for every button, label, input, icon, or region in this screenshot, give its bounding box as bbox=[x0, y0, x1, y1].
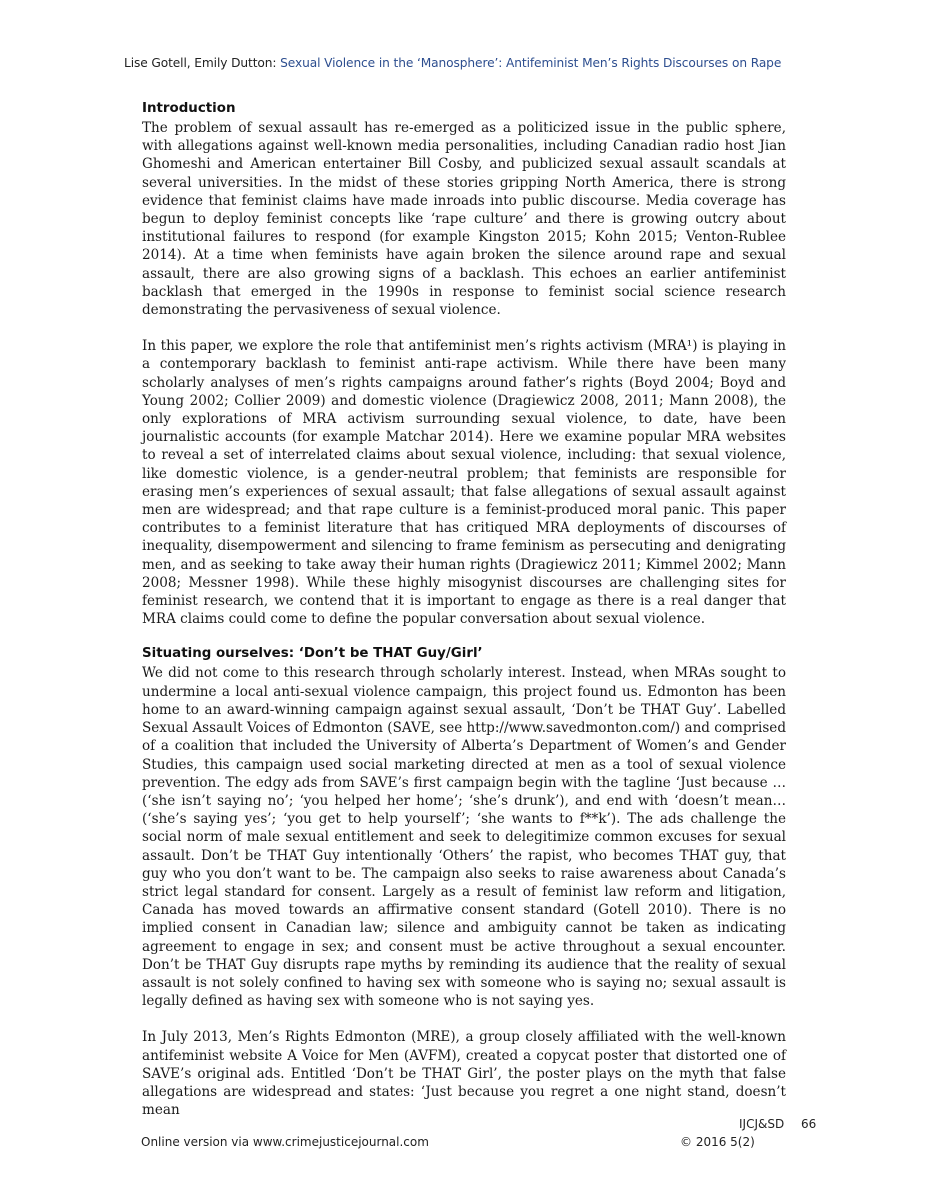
running-head-title: Sexual Violence in the ‘Manosphere’: Antifeminist Men’s Rights Discourses on Rape bbox=[280, 56, 782, 70]
section-heading-introduction: Introduction bbox=[142, 101, 236, 116]
section-heading-situating-ourselves: Situating ourselves: ‘Don’t be THAT Guy/Girl’ bbox=[142, 646, 483, 662]
footer-journal-name: IJCJ&SD bbox=[739, 1117, 785, 1131]
footer-online-link[interactable]: Online version via www.crimejusticejournal.com bbox=[141, 1135, 429, 1149]
running-head bbox=[124, 56, 786, 70]
paragraph: In this paper, we explore the role that antifeminist men’s rights activism (MRA¹) is playing in a contemporary backlash to feminist anti-rape activism. While there have been many scholarly analyses of men’s rights campaigns around father’s rights (Boyd 2004; Boyd and Young 2002; Collier 2009) and domestic violence (Dragiewicz 2008, 2011; Mann 2008), the only explorations of MRA activism surrounding sexual violence, to date, have been journalistic accounts (for example Matchar 2014). Here we examine popular MRA websites to reveal a set of interrelated claims about sexual violence, including: that sexual violence, like domestic violence, is a gender-neutral problem; that feminists are responsible for erasing men’s experiences of sexual assault; that false allegations of sexual assault against men are widespread; and that rape culture is a feminist-produced moral panic. This paper contributes to a feminist literature that has critiqued MRA deployments of discourses of inequality, disempowerment and silencing to frame feminism as persecuting and denigrating men, and as seeking to take away their human rights (Dragiewicz 2011; Kimmel 2002; Mann 2008; Messner 1998). While these highly misogynist discourses are challenging sites for feminist research, we contend that it is important to engage as there is a real danger that MRA claims could come to define the popular conversation about sexual violence. bbox=[142, 338, 786, 628]
paragraph: The problem of sexual assault has re-emerged as a politicized issue in the public sphere, with allegations against well-known media personalities, including Canadian radio host Jian Ghomeshi and American entertainer Bill Cosby, and publicized sexual assault scandals at several universities. In the midst of these stories gripping North America, there is strong evidence that feminist claims have made inroads into public discourse. Media coverage has begun to deploy feminist concepts like ‘rape culture’ and there is growing outcry about institutional failures to respond (for example Kingston 2015; Kohn 2015; Venton-Rublee 2014). At a time when feminists have again broken the silence around rape and sexual assault, there are also growing signs of a backlash. This echoes an earlier antifeminist backlash that emerged in the 1990s in response to feminist social science research demonstrating the pervasiveness of sexual violence. bbox=[142, 120, 786, 319]
running-head-authors: Lise Gotell, Emily Dutton: bbox=[124, 56, 281, 70]
paragraph: We did not come to this research through scholarly interest. Instead, when MRAs sought to undermine a local anti-sexual violence campaign, this project found us. Edmonton has been home to an award-winning campaign against sexual assault, ‘Don’t be THAT Guy’. Labelled Sexual Assault Voices of Edmonton (SAVE, see http://www.savedmonton.com/) and comprised of a coalition that included the University of Alberta’s Department of Women’s and Gender Studies, this campaign used social marketing directed at men as a tool of sexual violence prevention. The edgy ads from SAVE’s first campaign begin with the tagline ‘Just because … (‘she isn’t saying no’; ‘you helped her home’; ‘she’s drunk’), and end with ‘doesn’t mean… (‘she’s saying yes’; ‘you get to help yourself’; ‘she wants to f**k’). The ads challenge the social norm of male sexual entitlement and seek to delegitimize common excuses for sexual assault. Don’t be THAT Guy intentionally ‘Others’ the rapist, who becomes THAT guy, that guy who you don’t want to be. The campaign also seeks to raise awareness about Canada’s strict legal standard for consent. Largely as a result of feminist law reform and litigation, Canada has moved towards an affirmative consent standard (Gotell 2010). There is no implied consent in Canadian law; silence and ambiguity cannot be taken as indicating agreement to engage in sex; and consent must be active throughout a sexual encounter. Don’t be THAT Guy disrupts rape myths by reminding its audience that the reality of sexual assault is not solely confined to having sex with someone who is saying no; sexual assault is legally defined as having sex with someone who is not saying yes. bbox=[142, 665, 786, 1010]
paragraph: In July 2013, Men’s Rights Edmonton (MRE), a group closely affiliated with the well-known antifeminist website A Voice for Men (AVFM), created a copycat poster that distorted one of SAVE’s original ads. Entitled ‘Don’t be THAT Girl’, the poster plays on the myth that false allegations are widespread and states: ‘Just because you regret a one night stand, doesn’t mean bbox=[142, 1029, 786, 1119]
article-body bbox=[142, 101, 786, 1119]
footer-copyright: © 2016 5(2) bbox=[680, 1135, 755, 1149]
page-number: 66 bbox=[801, 1117, 817, 1131]
